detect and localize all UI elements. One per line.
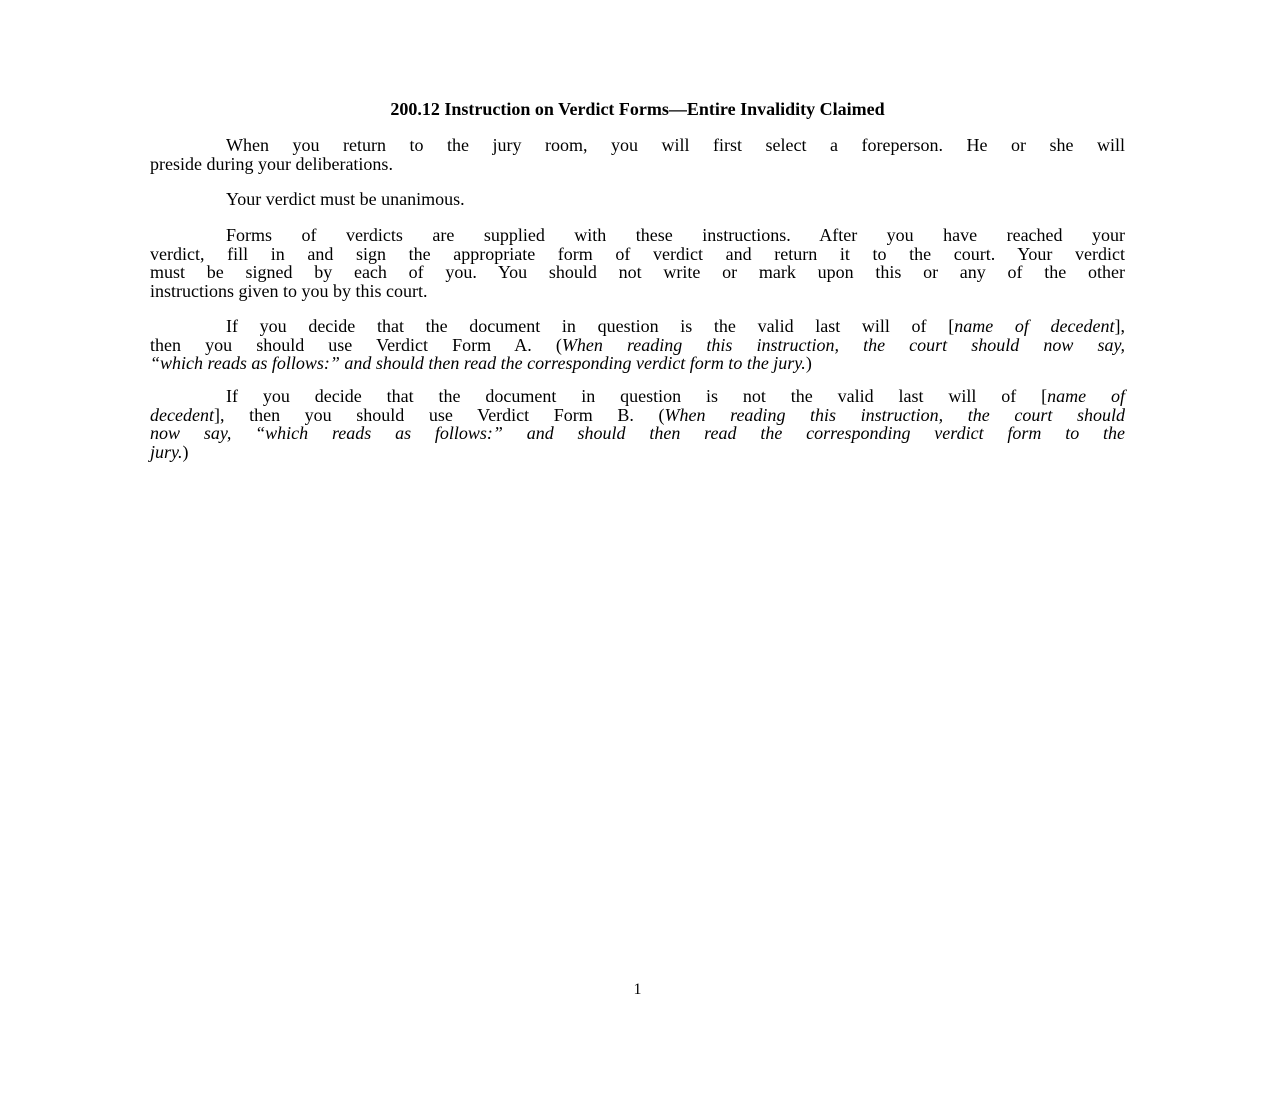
paragraph-verdict-form-b [150, 387, 1125, 461]
text-segment: ) [805, 353, 812, 374]
italic-text: name of decedent [954, 316, 1115, 336]
italic-text: When reading this instruction, the court should [664, 404, 1125, 425]
text-segment: preside during your deliberations. [150, 153, 393, 174]
text-line [150, 443, 1125, 462]
text-line [150, 190, 1125, 209]
italic-text: When reading this instruction, the court should now say, [561, 334, 1125, 355]
text-segment: When you return to the jury room, you will first select a foreperson. He or she will [226, 135, 1125, 155]
text-line [150, 136, 1125, 155]
text-segment: Your verdict must be unanimous. [226, 189, 465, 209]
page-number: 1 [633, 981, 642, 998]
text-line [150, 354, 1125, 373]
italic-text: decedent [150, 404, 214, 425]
text-segment: must be signed by each of you. You should not write or mark upon this or any of the other [150, 262, 1125, 283]
text-segment: instructions given to you by this court. [150, 280, 428, 301]
text-segment: If you decide that the document in question is not the valid last will of [ [226, 386, 1048, 406]
text-line [150, 282, 1125, 301]
paragraph-jury-foreperson [150, 136, 1125, 173]
text-line [150, 155, 1125, 174]
italic-text: name of [1047, 386, 1125, 406]
text-line [150, 424, 1125, 443]
text-line [150, 387, 1125, 406]
document-title: 200.12 Instruction on Verdict Forms—Entire Invalidity Claimed [390, 99, 885, 119]
italic-text: jury. [150, 441, 183, 462]
text-line [150, 406, 1125, 425]
text-segment: verdict, fill in and sign the appropriate form of verdict and return it to the court. Your verdict [150, 243, 1125, 264]
text-line [150, 336, 1125, 355]
text-segment: If you decide that the document in question is the valid last will of [ [226, 316, 955, 336]
text-line [150, 245, 1125, 264]
text-segment: Forms of verdicts are supplied with these instructions. After you have reached your [226, 225, 1125, 245]
text-segment: then you should use Verdict Form A. ( [150, 334, 562, 355]
text-line [150, 263, 1125, 282]
text-segment: ) [182, 441, 189, 462]
text-segment: ], then you should use Verdict Form B. ( [213, 404, 665, 425]
text-line [150, 317, 1125, 336]
italic-text: now say, “which reads as follows:” and should then read the corresponding verdict form to the [150, 423, 1125, 444]
paragraph-verdict-form-a [150, 317, 1125, 373]
italic-text: “which reads as follows:” and should then read the corresponding verdict form to the jury. [150, 353, 806, 374]
paragraph-unanimous [150, 190, 1125, 209]
paragraph-verdict-forms [150, 226, 1125, 300]
text-line [150, 226, 1125, 245]
text-segment: ], [1114, 316, 1125, 336]
